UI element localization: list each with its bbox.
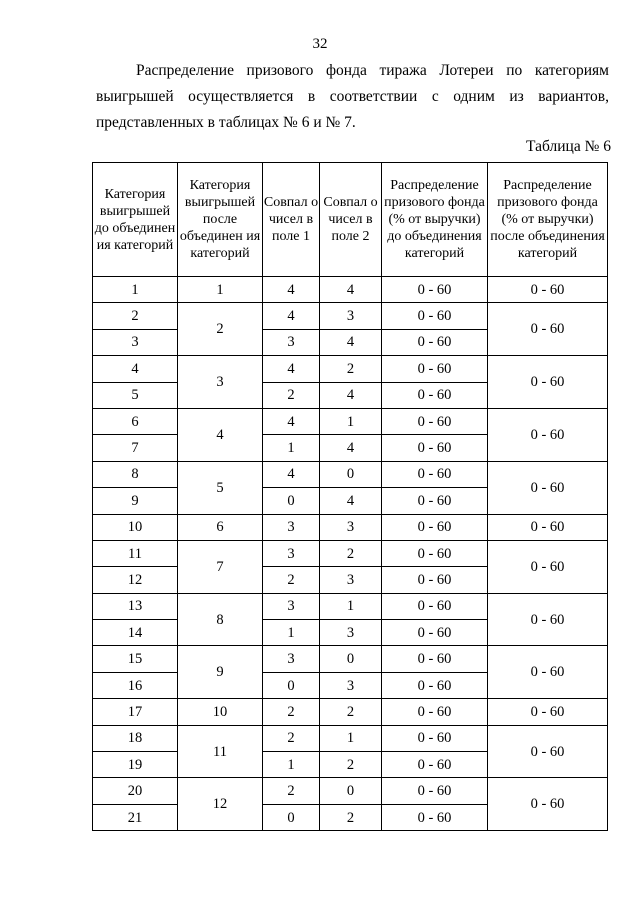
cell-category-after: 6 bbox=[178, 514, 263, 540]
cell-category-after: 5 bbox=[178, 461, 263, 514]
cell-share-after: 0 - 60 bbox=[488, 461, 608, 514]
prize-distribution-table bbox=[92, 162, 608, 831]
table-row bbox=[93, 540, 608, 566]
cell-matches-field-1: 1 bbox=[263, 435, 320, 461]
table-body bbox=[93, 277, 608, 831]
cell-matches-field-1: 4 bbox=[263, 303, 320, 329]
cell-category-after: 3 bbox=[178, 356, 263, 409]
cell-share-before: 0 - 60 bbox=[382, 277, 488, 303]
cell-category-before: 9 bbox=[93, 488, 178, 514]
cell-matches-field-2: 0 bbox=[320, 461, 382, 487]
cell-matches-field-2: 1 bbox=[320, 725, 382, 751]
cell-category-before: 12 bbox=[93, 567, 178, 593]
cell-category-before: 4 bbox=[93, 356, 178, 382]
cell-matches-field-2: 2 bbox=[320, 356, 382, 382]
cell-share-before: 0 - 60 bbox=[382, 408, 488, 434]
cell-matches-field-2: 0 bbox=[320, 646, 382, 672]
cell-matches-field-2: 1 bbox=[320, 593, 382, 619]
table-row bbox=[93, 699, 608, 725]
cell-matches-field-1: 3 bbox=[263, 646, 320, 672]
cell-category-before: 17 bbox=[93, 699, 178, 725]
cell-category-before: 2 bbox=[93, 303, 178, 329]
cell-category-after: 7 bbox=[178, 540, 263, 593]
header-share-after: Распределение призового фонда (% от выручки) после объединения категорий bbox=[488, 163, 608, 277]
cell-share-before: 0 - 60 bbox=[382, 699, 488, 725]
cell-share-after: 0 - 60 bbox=[488, 408, 608, 461]
cell-category-after: 1 bbox=[178, 277, 263, 303]
cell-matches-field-2: 2 bbox=[320, 540, 382, 566]
cell-share-after: 0 - 60 bbox=[488, 725, 608, 778]
cell-matches-field-2: 3 bbox=[320, 567, 382, 593]
table-header-row bbox=[93, 163, 608, 277]
cell-category-after: 11 bbox=[178, 725, 263, 778]
cell-matches-field-1: 0 bbox=[263, 488, 320, 514]
cell-matches-field-1: 1 bbox=[263, 620, 320, 646]
cell-matches-field-2: 0 bbox=[320, 778, 382, 804]
cell-category-before: 16 bbox=[93, 672, 178, 698]
cell-matches-field-1: 3 bbox=[263, 593, 320, 619]
cell-matches-field-1: 0 bbox=[263, 804, 320, 830]
table-row bbox=[93, 356, 608, 382]
cell-matches-field-2: 4 bbox=[320, 329, 382, 355]
cell-share-before: 0 - 60 bbox=[382, 488, 488, 514]
cell-category-before: 21 bbox=[93, 804, 178, 830]
cell-category-after: 2 bbox=[178, 303, 263, 356]
cell-share-after: 0 - 60 bbox=[488, 778, 608, 831]
cell-matches-field-1: 4 bbox=[263, 356, 320, 382]
cell-matches-field-1: 2 bbox=[263, 567, 320, 593]
cell-category-before: 1 bbox=[93, 277, 178, 303]
cell-category-after: 8 bbox=[178, 593, 263, 646]
cell-share-after: 0 - 60 bbox=[488, 699, 608, 725]
table-row bbox=[93, 593, 608, 619]
cell-matches-field-1: 3 bbox=[263, 514, 320, 540]
cell-share-before: 0 - 60 bbox=[382, 593, 488, 619]
cell-share-after: 0 - 60 bbox=[488, 303, 608, 356]
cell-matches-field-1: 4 bbox=[263, 461, 320, 487]
cell-share-before: 0 - 60 bbox=[382, 567, 488, 593]
cell-share-before: 0 - 60 bbox=[382, 672, 488, 698]
cell-matches-field-1: 2 bbox=[263, 725, 320, 751]
cell-matches-field-2: 3 bbox=[320, 672, 382, 698]
header-share-before: Распределение призового фонда (% от выручки) до объединения категорий bbox=[382, 163, 488, 277]
cell-matches-field-1: 3 bbox=[263, 540, 320, 566]
cell-share-before: 0 - 60 bbox=[382, 356, 488, 382]
cell-share-before: 0 - 60 bbox=[382, 329, 488, 355]
cell-category-before: 10 bbox=[93, 514, 178, 540]
cell-share-after: 0 - 60 bbox=[488, 514, 608, 540]
cell-category-before: 13 bbox=[93, 593, 178, 619]
cell-share-after: 0 - 60 bbox=[488, 593, 608, 646]
cell-share-before: 0 - 60 bbox=[382, 752, 488, 778]
table-row bbox=[93, 408, 608, 434]
cell-share-before: 0 - 60 bbox=[382, 461, 488, 487]
table-row bbox=[93, 303, 608, 329]
table-row bbox=[93, 461, 608, 487]
cell-matches-field-2: 4 bbox=[320, 435, 382, 461]
cell-matches-field-1: 2 bbox=[263, 382, 320, 408]
cell-share-after: 0 - 60 bbox=[488, 540, 608, 593]
cell-matches-field-2: 3 bbox=[320, 514, 382, 540]
cell-share-before: 0 - 60 bbox=[382, 646, 488, 672]
cell-matches-field-2: 3 bbox=[320, 620, 382, 646]
cell-category-before: 15 bbox=[93, 646, 178, 672]
cell-matches-field-2: 4 bbox=[320, 488, 382, 514]
cell-share-before: 0 - 60 bbox=[382, 540, 488, 566]
cell-category-before: 11 bbox=[93, 540, 178, 566]
cell-category-before: 19 bbox=[93, 752, 178, 778]
cell-category-after: 4 bbox=[178, 408, 263, 461]
paragraph-line: представленных в таблицах № 6 и № 7. bbox=[96, 114, 356, 131]
cell-category-before: 14 bbox=[93, 620, 178, 646]
cell-category-before: 3 bbox=[93, 329, 178, 355]
table-row bbox=[93, 277, 608, 303]
cell-share-after: 0 - 60 bbox=[488, 277, 608, 303]
cell-matches-field-2: 3 bbox=[320, 303, 382, 329]
cell-matches-field-1: 4 bbox=[263, 277, 320, 303]
cell-matches-field-2: 4 bbox=[320, 382, 382, 408]
cell-matches-field-1: 2 bbox=[263, 699, 320, 725]
cell-matches-field-1: 3 bbox=[263, 329, 320, 355]
cell-matches-field-1: 2 bbox=[263, 778, 320, 804]
cell-share-after: 0 - 60 bbox=[488, 356, 608, 409]
page-number: 32 bbox=[312, 36, 328, 52]
cell-share-before: 0 - 60 bbox=[382, 804, 488, 830]
header-matches-field-1: Совпал о чисел в поле 1 bbox=[263, 163, 320, 277]
table-row bbox=[93, 778, 608, 804]
cell-share-before: 0 - 60 bbox=[382, 435, 488, 461]
cell-share-after: 0 - 60 bbox=[488, 646, 608, 699]
cell-category-before: 20 bbox=[93, 778, 178, 804]
cell-category-before: 6 bbox=[93, 408, 178, 434]
cell-category-before: 5 bbox=[93, 382, 178, 408]
cell-category-before: 18 bbox=[93, 725, 178, 751]
cell-matches-field-2: 2 bbox=[320, 804, 382, 830]
cell-matches-field-1: 0 bbox=[263, 672, 320, 698]
paragraph-line: выигрышей осуществляется в соответствии с одним из вариантов, bbox=[96, 88, 609, 105]
cell-category-after: 10 bbox=[178, 699, 263, 725]
cell-share-before: 0 - 60 bbox=[382, 514, 488, 540]
paragraph-line: Распределение призового фонда тиража Лотереи по категориям bbox=[136, 62, 609, 79]
cell-category-before: 8 bbox=[93, 461, 178, 487]
cell-matches-field-2: 1 bbox=[320, 408, 382, 434]
header-category-after: Категория выигрышей после объединен ия категорий bbox=[178, 163, 263, 277]
cell-category-after: 9 bbox=[178, 646, 263, 699]
cell-share-before: 0 - 60 bbox=[382, 725, 488, 751]
table-row bbox=[93, 725, 608, 751]
table-caption: Таблица № 6 bbox=[526, 138, 611, 155]
cell-share-before: 0 - 60 bbox=[382, 778, 488, 804]
cell-matches-field-1: 1 bbox=[263, 752, 320, 778]
cell-share-before: 0 - 60 bbox=[382, 303, 488, 329]
cell-category-before: 7 bbox=[93, 435, 178, 461]
cell-share-before: 0 - 60 bbox=[382, 620, 488, 646]
table-row bbox=[93, 646, 608, 672]
cell-category-after: 12 bbox=[178, 778, 263, 831]
intro-paragraph bbox=[96, 58, 609, 136]
table-row bbox=[93, 514, 608, 540]
cell-matches-field-2: 2 bbox=[320, 699, 382, 725]
cell-share-before: 0 - 60 bbox=[382, 382, 488, 408]
cell-matches-field-2: 4 bbox=[320, 277, 382, 303]
header-matches-field-2: Совпал о чисел в поле 2 bbox=[320, 163, 382, 277]
cell-matches-field-1: 4 bbox=[263, 408, 320, 434]
cell-matches-field-2: 2 bbox=[320, 752, 382, 778]
header-category-before: Категория выигрышей до объединен ия категорий bbox=[93, 163, 178, 277]
